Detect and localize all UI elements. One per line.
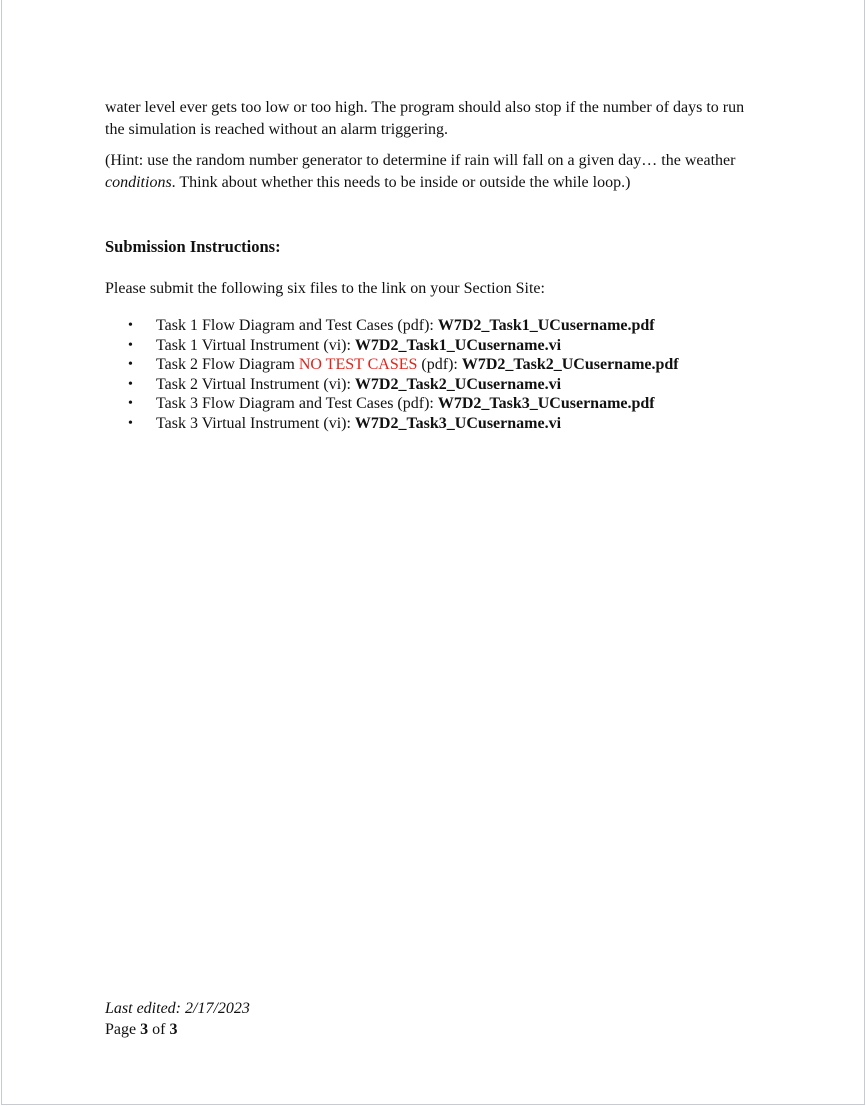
intro-paragraph: water level ever gets too low or too high. The program should also stop if the number of days to run the simulation is reached without an alarm triggering. <box>105 99 745 138</box>
file-description: Task 2 Virtual Instrument (vi): <box>156 375 355 393</box>
file-name: W7D2_Task1_UCusername.vi <box>354 336 562 354</box>
file-name: W7D2_Task3_UCusername.vi <box>354 414 562 432</box>
list-item <box>105 355 805 375</box>
list-item <box>105 414 805 434</box>
file-name: W7D2_Task2_UCusername.pdf <box>461 356 679 374</box>
file-description: Task 3 Flow Diagram and Test Cases (pdf): <box>156 395 438 413</box>
page-prefix: Page <box>105 1021 141 1038</box>
hint-text-end: . Think about whether this needs to be inside or outside the while loop.) <box>171 174 631 191</box>
list-item <box>105 394 805 414</box>
list-item <box>105 375 805 395</box>
hint-emphasis: conditions <box>105 174 172 191</box>
page-number <box>105 1021 177 1038</box>
file-name: W7D2_Task2_UCusername.vi <box>354 375 562 393</box>
file-description: Task 1 Flow Diagram and Test Cases (pdf): <box>156 317 438 334</box>
bullet-icon: • <box>128 337 133 353</box>
file-description: Task 3 Virtual Instrument (vi): <box>156 414 355 432</box>
hint-paragraph <box>105 150 765 194</box>
file-type-suffix: (pdf): <box>417 356 462 374</box>
file-name: W7D2_Task3_UCusername.pdf <box>437 395 655 413</box>
submission-paragraph: Please submit the following six files to the link on your Section Site: <box>105 280 545 297</box>
last-edited-date: Last edited: 2/17/2023 <box>105 1000 250 1017</box>
page-total: 3 <box>169 1021 178 1038</box>
page-separator: of <box>148 1021 170 1038</box>
file-description: Task 1 Virtual Instrument (vi): <box>156 336 355 354</box>
submission-heading: Submission Instructions: <box>105 237 281 256</box>
bullet-icon: • <box>128 415 133 431</box>
file-description: Task 2 Flow Diagram <box>156 356 299 374</box>
page-current: 3 <box>140 1021 149 1038</box>
document-page <box>1 0 865 1105</box>
list-item <box>105 316 805 336</box>
no-test-cases-note: NO TEST CASES <box>298 356 418 374</box>
bullet-icon: • <box>128 357 133 373</box>
bullet-icon: • <box>128 396 133 412</box>
bullet-icon: • <box>128 318 133 333</box>
bullet-icon: • <box>128 376 133 392</box>
list-item <box>105 336 805 356</box>
page-footer <box>105 998 250 1040</box>
file-name: W7D2_Task1_UCusername.pdf <box>437 317 655 334</box>
hint-text-start: (Hint: use the random number generator to determine if rain will fall on a given day… the weather <box>105 152 736 169</box>
submission-file-list <box>105 316 805 434</box>
